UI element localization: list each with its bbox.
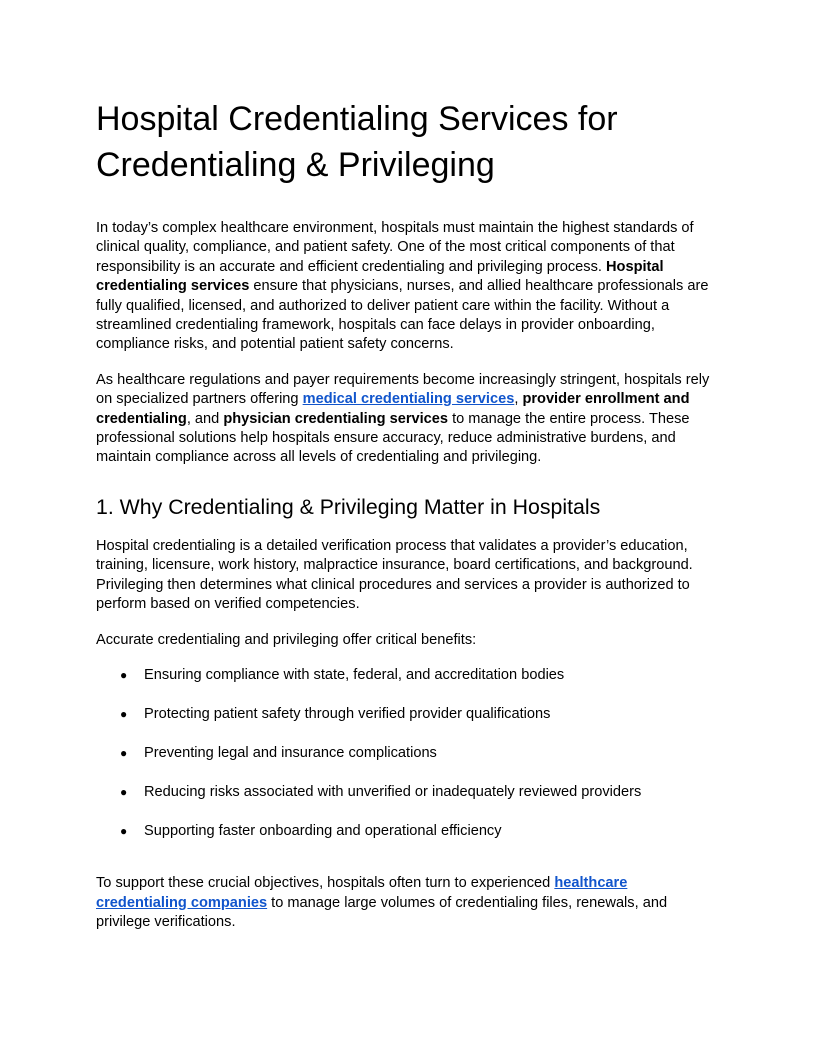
list-item-text: Protecting patient safety through verified provider qualifications (144, 705, 551, 722)
list-item-text: Reducing risks associated with unverified or inadequately reviewed providers (144, 783, 642, 800)
bullet-icon: ● (120, 823, 128, 838)
list-item (96, 783, 720, 802)
section-1-paragraph-1: Hospital credentialing is a detailed verification process that validates a provider’s education, training, licensure, work history, malpractice insurance, board certifications, and background. Privileging then determines what clinical procedures and services a provider is authorized to perform based on verified competencies. (96, 537, 693, 613)
section-1-paragraph-3 (96, 874, 720, 932)
section-1-heading: 1. Why Credentialing & Privileging Matter in Hospitals (96, 494, 601, 519)
intro-p2-text-a: As healthcare regulations and payer requirements become increasingly stringent, hospitals rely on specialized partners offering (96, 371, 710, 408)
intro-p2-bold-2: physician credentialing services (223, 410, 449, 427)
intro-p2-sep-1: , (514, 391, 523, 408)
list-item-text: Supporting faster onboarding and operational efficiency (144, 822, 502, 839)
list-item (96, 666, 720, 685)
intro-p1-text-a: In today’s complex healthcare environment, hospitals must maintain the highest standards of clinical quality, compliance, and patient safety. One of the most critical components of that responsibility is an accurate and efficient credentialing and privileging process. (96, 220, 694, 275)
list-item-text: Preventing legal and insurance complications (144, 744, 437, 761)
list-item (96, 822, 720, 841)
intro-p2-text-b: to manage the entire process. These professional solutions help hospitals ensure accuracy, reduce administrative burdens, and maintain compliance across all levels of credentialing and privileging. (96, 410, 690, 466)
list-item (96, 705, 720, 724)
bullet-icon: ● (120, 784, 128, 799)
intro-p2-sep-2: , and (186, 410, 224, 427)
section-1-p3-text-b: to manage large volumes of credentialing files, renewals, and privilege verifications. (96, 894, 668, 931)
bullet-icon: ● (120, 667, 128, 682)
list-item-text: Ensuring compliance with state, federal, and accreditation bodies (144, 666, 565, 683)
section-1-paragraph-2: Accurate credentialing and privileging offer critical benefits: (96, 631, 477, 648)
intro-paragraph-2 (96, 371, 720, 468)
intro-p1-text-b: ensure that physicians, nurses, and allied healthcare professionals are fully qualified, licensed, and authorized to deliver patient care within the facility. Without a streamlined credentialing framework, hospitals can face delays in provider onboarding, compliance risks, and potential patient safety concerns. (96, 278, 709, 353)
intro-paragraph-1 (96, 219, 720, 355)
intro-p1-bold: Hospital credentialing services (96, 258, 664, 295)
medical-credentialing-services-link[interactable]: medical credentialing services (302, 391, 515, 408)
document-title: Hospital Credentialing Services for Credentialing & Privileging (96, 100, 618, 184)
section-1-p3-text-a: To support these crucial objectives, hospitals often turn to experienced (96, 875, 555, 892)
spacer (96, 860, 720, 874)
bullet-icon: ● (120, 745, 128, 760)
intro-p2-bold-1: provider enrollment and credentialing (96, 391, 690, 427)
bullet-icon: ● (120, 706, 128, 721)
benefits-list (96, 666, 720, 841)
list-item (96, 744, 720, 763)
healthcare-credentialing-companies-link[interactable]: healthcare credentialing companies (96, 875, 628, 911)
